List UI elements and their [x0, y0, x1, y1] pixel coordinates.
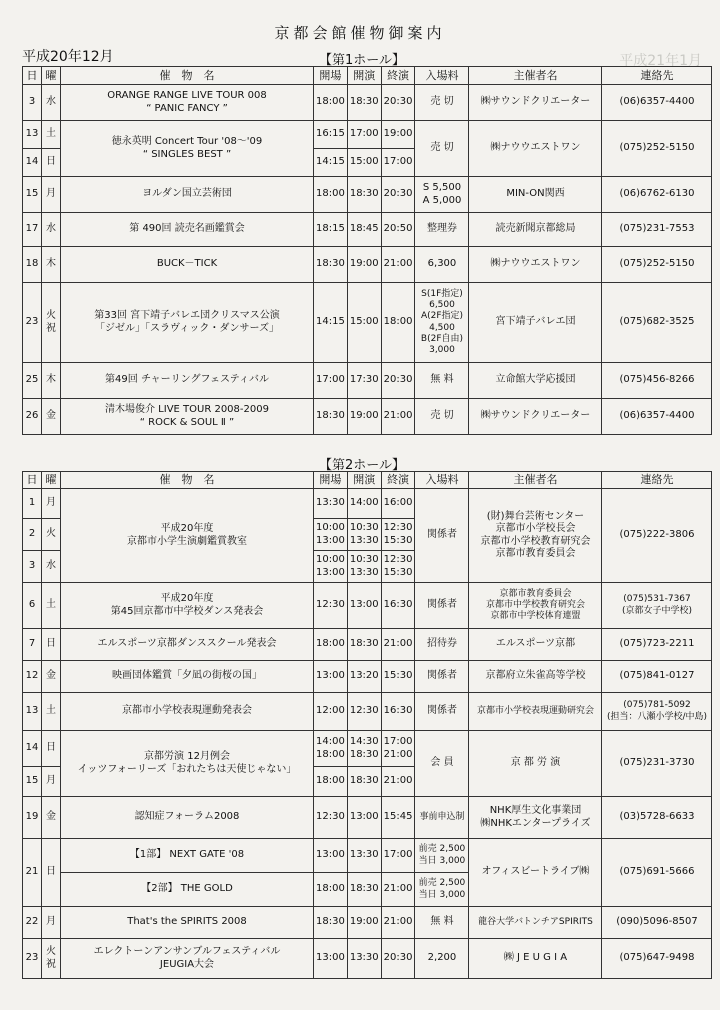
- start-time: 17:00: [347, 121, 381, 149]
- day: 12: [23, 661, 42, 693]
- day: 7: [23, 629, 42, 661]
- weekday: 金: [42, 399, 61, 435]
- header-end: 終演: [381, 472, 415, 489]
- header-contact: 連絡先: [602, 472, 712, 489]
- contact: (075)231-7553: [602, 213, 712, 247]
- day: 15: [23, 767, 42, 797]
- header-dow: 曜: [42, 472, 61, 489]
- contact: (075)456-8266: [602, 363, 712, 399]
- weekday: 土: [42, 121, 61, 149]
- day: 13: [23, 693, 42, 731]
- end-time: 15:30: [381, 661, 415, 693]
- table-row: [23, 121, 712, 149]
- end-time: 20:30: [381, 363, 415, 399]
- open-time: 16:15: [314, 121, 348, 149]
- header-start: 開演: [347, 67, 381, 85]
- admission: 6,300: [415, 247, 469, 283]
- start-time: 14:00: [347, 489, 381, 519]
- end-time: 20:30: [381, 939, 415, 979]
- day: 23: [23, 939, 42, 979]
- open-time: 18:30: [314, 399, 348, 435]
- day: 3: [23, 85, 42, 121]
- start-time: 13:30: [347, 839, 381, 873]
- open-time: 18:30: [314, 247, 348, 283]
- end-time: 16:00: [381, 489, 415, 519]
- event-name: 第 490回 読売名画鑑賞会: [61, 213, 314, 247]
- table-row: [23, 489, 712, 519]
- organizer: ㈱サウンドクリエーター: [469, 399, 602, 435]
- event-name: 平成20年度 第45回京都市中学校ダンス発表会: [61, 583, 314, 629]
- open-time: 18:30: [314, 907, 348, 939]
- end-time: 20:30: [381, 85, 415, 121]
- table-row: [23, 85, 712, 121]
- start-time: 13:00: [347, 797, 381, 839]
- contact: (075)252-5150: [602, 247, 712, 283]
- day: 1: [23, 489, 42, 519]
- open-time: 14:00 18:00: [314, 731, 348, 767]
- contact: (090)5096-8507: [602, 907, 712, 939]
- open-time: 13:00: [314, 661, 348, 693]
- weekday: 木: [42, 247, 61, 283]
- organizer: MIN-ON関西: [469, 177, 602, 213]
- weekday: 日: [42, 149, 61, 177]
- start-time: 15:00: [347, 149, 381, 177]
- contact: (075)682-3525: [602, 283, 712, 363]
- organizer: 龍谷大学バトンチアSPIRITS: [469, 907, 602, 939]
- weekday: 水: [42, 213, 61, 247]
- start-time: 19:00: [347, 399, 381, 435]
- open-time: 14:15: [314, 149, 348, 177]
- header-organizer: 主催者名: [469, 67, 602, 85]
- open-time: 13:00: [314, 939, 348, 979]
- event-name: 第33回 宮下靖子バレエ団クリスマス公演 「ジゼル」「スラヴィック・ダンサーズ」: [61, 283, 314, 363]
- table-row: [23, 693, 712, 731]
- day: 21: [23, 839, 42, 907]
- day: 23: [23, 283, 42, 363]
- start-time: 15:00: [347, 283, 381, 363]
- end-time: 17:00: [381, 839, 415, 873]
- open-time: 18:00: [314, 85, 348, 121]
- start-time: 18:30: [347, 85, 381, 121]
- day: 18: [23, 247, 42, 283]
- open-time: 13:00: [314, 839, 348, 873]
- end-time: 19:00: [381, 121, 415, 149]
- open-time: 18:00: [314, 629, 348, 661]
- header-fee: 入場料: [415, 67, 469, 85]
- end-time: 12:30 15:30: [381, 519, 415, 551]
- day: 15: [23, 177, 42, 213]
- event-name: ORANGE RANGE LIVE TOUR 008 “ PANIC FANCY ”: [61, 85, 314, 121]
- admission: 無 料: [415, 907, 469, 939]
- header-open: 開場: [314, 67, 348, 85]
- table-row: [23, 629, 712, 661]
- table-row: [23, 283, 712, 363]
- admission: S 5,500 A 5,000: [415, 177, 469, 213]
- hall2-title: 【第2ホール】: [318, 458, 405, 473]
- open-time: 12:30: [314, 583, 348, 629]
- admission: S(1F指定) 6,500 A(2F指定) 4,500 B(2F自由) 3,000: [415, 283, 469, 363]
- contact: (075)231-3730: [602, 731, 712, 797]
- table-row: [23, 839, 712, 873]
- organizer: ㈱ナウウエストワン: [469, 247, 602, 283]
- header-event: 催 物 名: [61, 472, 314, 489]
- day: 3: [23, 551, 42, 583]
- admission: 関係者: [415, 583, 469, 629]
- header-dow: 曜: [42, 67, 61, 85]
- end-time: 20:30: [381, 177, 415, 213]
- open-time: 14:15: [314, 283, 348, 363]
- end-time: 17:00: [381, 149, 415, 177]
- event-name: 清木場俊介 LIVE TOUR 2008-2009 “ ROCK & SOUL Ⅱ ”: [61, 399, 314, 435]
- start-time: 13:30: [347, 939, 381, 979]
- organizer: (財)舞台芸術センター 京都市小学校長会 京都市小学校教育研究会 京都市教育委員会: [469, 489, 602, 583]
- header-day: 日: [23, 67, 42, 85]
- weekday: 月: [42, 767, 61, 797]
- day: 2: [23, 519, 42, 551]
- hall1-header-row: [23, 67, 712, 85]
- table-row: [23, 399, 712, 435]
- admission: 売 切: [415, 121, 469, 177]
- weekday: 金: [42, 797, 61, 839]
- open-time: 12:30: [314, 797, 348, 839]
- organizer: 京 都 労 演: [469, 731, 602, 797]
- end-time: 21:00: [381, 873, 415, 907]
- contact: (075)252-5150: [602, 121, 712, 177]
- admission: 前売 2,500 当日 3,000: [415, 839, 469, 873]
- header-open: 開場: [314, 472, 348, 489]
- contact: (075)647-9498: [602, 939, 712, 979]
- event-name: 京都市小学校表現運動発表会: [61, 693, 314, 731]
- end-time: 16:30: [381, 693, 415, 731]
- contact: (06)6357-4400: [602, 85, 712, 121]
- event-name: エレクトーンアンサンブルフェスティバル JEUGIA大会: [61, 939, 314, 979]
- contact: (075)531-7367 (京都女子中学校): [602, 583, 712, 629]
- open-time: 18:00: [314, 767, 348, 797]
- start-time: 19:00: [347, 907, 381, 939]
- start-time: 13:00: [347, 583, 381, 629]
- open-time: 17:00: [314, 363, 348, 399]
- contact: (075)841-0127: [602, 661, 712, 693]
- contact: (06)6357-4400: [602, 399, 712, 435]
- table-row: [23, 247, 712, 283]
- start-time: 12:30: [347, 693, 381, 731]
- admission: 前売 2,500 当日 3,000: [415, 873, 469, 907]
- header-organizer: 主催者名: [469, 472, 602, 489]
- event-name: 京都労演 12月例会 イッツフォーリーズ「おれたちは天使じゃない」: [61, 731, 314, 797]
- start-time: 13:20: [347, 661, 381, 693]
- event-name: 映画団体鑑賞「夕凪の街桜の国」: [61, 661, 314, 693]
- header-end: 終演: [381, 67, 415, 85]
- end-time: 16:30: [381, 583, 415, 629]
- weekday: 水: [42, 85, 61, 121]
- open-time: 18:00: [314, 873, 348, 907]
- admission: 売 切: [415, 399, 469, 435]
- header-event: 催 物 名: [61, 67, 314, 85]
- weekday: 火 祝: [42, 283, 61, 363]
- end-time: 20:50: [381, 213, 415, 247]
- weekday: 金: [42, 661, 61, 693]
- end-time: 21:00: [381, 629, 415, 661]
- organizer: ㈱サウンドクリエーター: [469, 85, 602, 121]
- table-row: [23, 661, 712, 693]
- day: 26: [23, 399, 42, 435]
- contact: (075)222-3806: [602, 489, 712, 583]
- event-name: 認知症フォーラム2008: [61, 797, 314, 839]
- hall2-table: [22, 471, 712, 979]
- admission: 2,200: [415, 939, 469, 979]
- open-time: 13:30: [314, 489, 348, 519]
- contact: (075)723-2211: [602, 629, 712, 661]
- start-time: 18:30: [347, 873, 381, 907]
- admission: 事前申込制: [415, 797, 469, 839]
- event-name: 徳永英明 Concert Tour '08～'09 “ SINGLES BEST ”: [61, 121, 314, 177]
- event-name: 【1部】 NEXT GATE '08: [61, 839, 314, 873]
- open-time: 18:15: [314, 213, 348, 247]
- era-month: 平成20年12月: [22, 49, 114, 65]
- day: 25: [23, 363, 42, 399]
- weekday: 日: [42, 731, 61, 767]
- open-time: 10:00 13:00: [314, 519, 348, 551]
- start-time: 10:30 13:30: [347, 551, 381, 583]
- event-name: 平成20年度 京都市小学生演劇鑑賞教室: [61, 489, 314, 583]
- organizer: 立命館大学応援団: [469, 363, 602, 399]
- organizer: NHK厚生文化事業団 ㈱NHKエンタープライズ: [469, 797, 602, 839]
- end-time: 17:00 21:00: [381, 731, 415, 767]
- table-row: [23, 939, 712, 979]
- page-title: 京都会館催物御案内: [274, 24, 446, 42]
- contact: (06)6762-6130: [602, 177, 712, 213]
- start-time: 10:30 13:30: [347, 519, 381, 551]
- weekday: 日: [42, 629, 61, 661]
- organizer: 京都府立朱雀高等学校: [469, 661, 602, 693]
- event-name: BUCK－TICK: [61, 247, 314, 283]
- admission: 招待券: [415, 629, 469, 661]
- header-day: 日: [23, 472, 42, 489]
- start-time: 18:30: [347, 767, 381, 797]
- admission: 関係者: [415, 693, 469, 731]
- contact: (075)781-5092 (担当：八瀬小学校/中島): [602, 693, 712, 731]
- header-fee: 入場料: [415, 472, 469, 489]
- weekday: 木: [42, 363, 61, 399]
- day: 13: [23, 121, 42, 149]
- admission: 無 料: [415, 363, 469, 399]
- end-time: 21:00: [381, 399, 415, 435]
- end-time: 21:00: [381, 247, 415, 283]
- hall1-title: 【第1ホール】: [318, 53, 405, 68]
- weekday: 火: [42, 519, 61, 551]
- day: 6: [23, 583, 42, 629]
- start-time: 18:30: [347, 629, 381, 661]
- event-name: 【2部】 THE GOLD: [61, 873, 314, 907]
- day: 22: [23, 907, 42, 939]
- event-name: 第49回 チャーリングフェスティバル: [61, 363, 314, 399]
- admission: 関係者: [415, 661, 469, 693]
- end-time: 21:00: [381, 767, 415, 797]
- contact: (075)691-5666: [602, 839, 712, 907]
- table-row: [23, 363, 712, 399]
- admission: 売 切: [415, 85, 469, 121]
- open-time: 18:00: [314, 177, 348, 213]
- start-time: 18:30: [347, 177, 381, 213]
- hall1-table: [22, 66, 712, 435]
- start-time: 18:45: [347, 213, 381, 247]
- table-row: [23, 797, 712, 839]
- table-row: [23, 213, 712, 247]
- weekday: 月: [42, 907, 61, 939]
- table-row: [23, 907, 712, 939]
- start-time: 17:30: [347, 363, 381, 399]
- organizer: 京都市教育委員会 京都市中学校教育研究会 京都市中学校体育連盟: [469, 583, 602, 629]
- table-row: [23, 583, 712, 629]
- organizer: 京都市小学校表現運動研究会: [469, 693, 602, 731]
- contact: (03)5728-6633: [602, 797, 712, 839]
- admission: 会 員: [415, 731, 469, 797]
- event-name: ヨルダン国立芸術団: [61, 177, 314, 213]
- event-name: エルスポーツ京都ダンススクール発表会: [61, 629, 314, 661]
- start-time: 14:30 18:30: [347, 731, 381, 767]
- event-name: That's the SPIRITS 2008: [61, 907, 314, 939]
- organizer: オフィスビートライブ㈱: [469, 839, 602, 907]
- organizer: ㈱ナウウエストワン: [469, 121, 602, 177]
- day: 14: [23, 149, 42, 177]
- organizer: ㈱ J E U G I A: [469, 939, 602, 979]
- weekday: 日: [42, 839, 61, 907]
- weekday: 月: [42, 177, 61, 213]
- weekday: 月: [42, 489, 61, 519]
- weekday: 水: [42, 551, 61, 583]
- open-time: 10:00 13:00: [314, 551, 348, 583]
- end-time: 15:45: [381, 797, 415, 839]
- admission: 整理券: [415, 213, 469, 247]
- start-time: 19:00: [347, 247, 381, 283]
- end-time: 12:30 15:30: [381, 551, 415, 583]
- ghost-next-month: 平成21年1月: [619, 53, 702, 69]
- end-time: 21:00: [381, 907, 415, 939]
- day: 17: [23, 213, 42, 247]
- day: 19: [23, 797, 42, 839]
- organizer: 読売新聞京都総局: [469, 213, 602, 247]
- header-contact: 連絡先: [602, 67, 712, 85]
- admission: 関係者: [415, 489, 469, 583]
- table-row: [23, 177, 712, 213]
- day: 14: [23, 731, 42, 767]
- organizer: 宮下靖子バレエ団: [469, 283, 602, 363]
- hall2-header-row: [23, 472, 712, 489]
- weekday: 土: [42, 583, 61, 629]
- end-time: 18:00: [381, 283, 415, 363]
- organizer: エルスポーツ京都: [469, 629, 602, 661]
- weekday: 土: [42, 693, 61, 731]
- table-row: [23, 731, 712, 767]
- open-time: 12:00: [314, 693, 348, 731]
- header-start: 開演: [347, 472, 381, 489]
- weekday: 火 祝: [42, 939, 61, 979]
